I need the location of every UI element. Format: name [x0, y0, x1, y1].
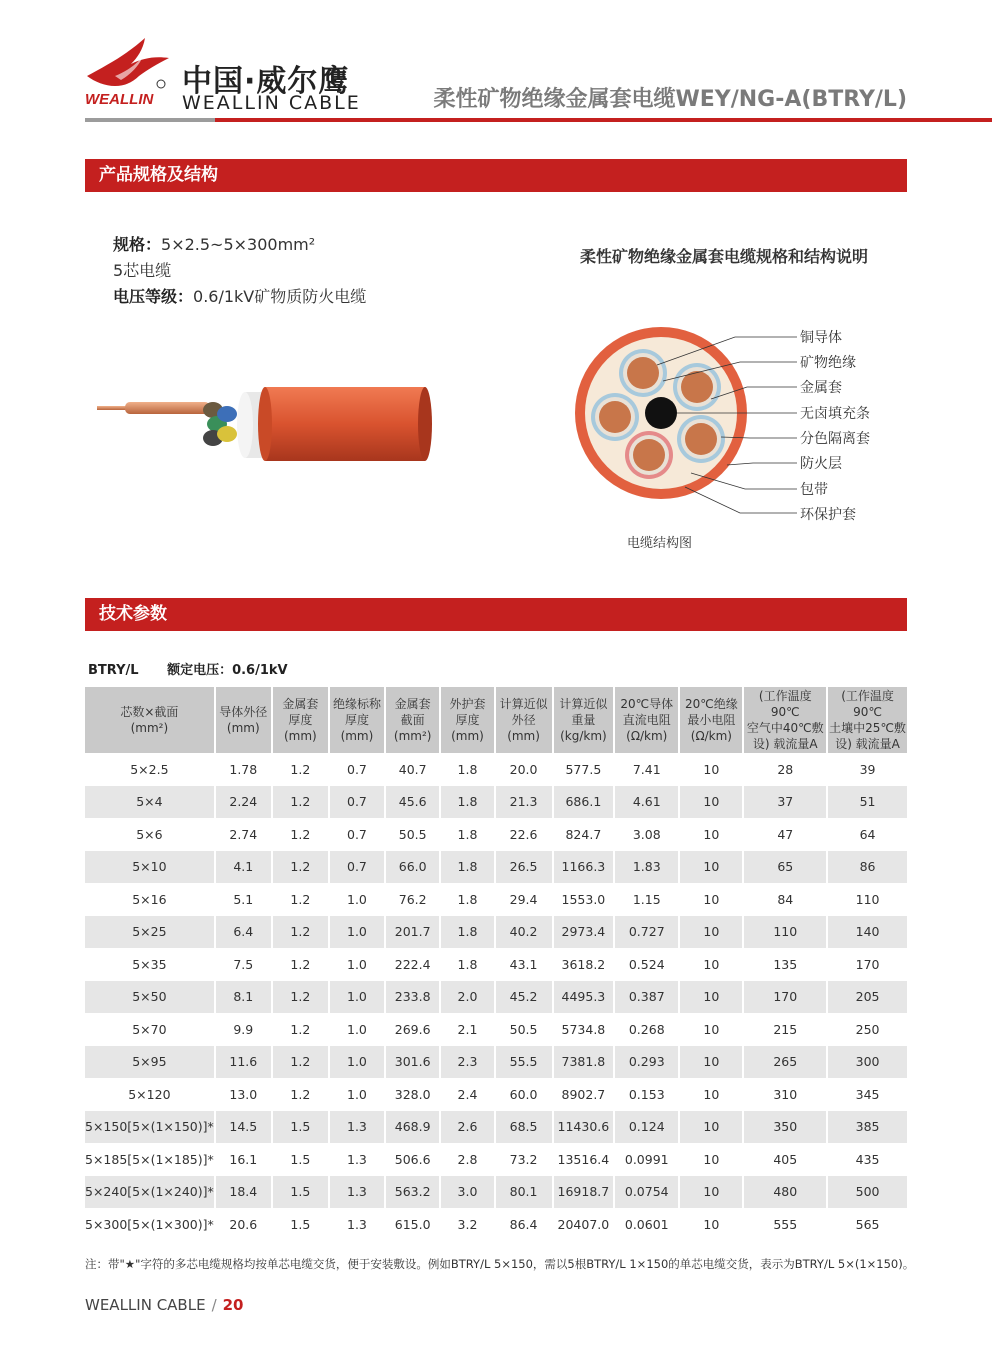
table-cell: 55.5	[495, 1046, 553, 1079]
table-cell: 5×50	[85, 981, 215, 1014]
table-cell: 5×35	[85, 948, 215, 981]
table-cell: 0.7	[329, 786, 385, 819]
table-cell: 824.7	[553, 818, 615, 851]
table-cell: 1.8	[440, 916, 494, 949]
table-cell: 250	[827, 1013, 907, 1046]
table-cell: 37	[743, 786, 827, 819]
table-footnote: 注：带"★"字符的多芯电缆规格均按单芯电缆交货，便于安装敷设。例如BTRY/L 5×150，需以5根BTRY/L 1×150的单芯电缆交货，表示为BTRY/L 5×(1×150)。	[85, 1257, 915, 1271]
table-cell: 300	[827, 1046, 907, 1079]
table-cell: 1.0	[329, 1046, 385, 1079]
column-header-line: 直流电阻	[622, 713, 671, 727]
conductor-core	[619, 349, 667, 397]
footer-brand: WEALLIN CABLE	[85, 1296, 206, 1314]
table-cell: 170	[827, 948, 907, 981]
column-header-line: 截面	[400, 713, 425, 727]
table-cell: 3618.2	[553, 948, 615, 981]
table-cell: 1.8	[440, 786, 494, 819]
table-cell: 18.4	[215, 1176, 272, 1209]
table-cell: 0.7	[329, 818, 385, 851]
column-header-line: (mm²)	[393, 729, 432, 743]
table-cell: 0.293	[614, 1046, 679, 1079]
table-row	[85, 1143, 907, 1176]
voltage-label: 电压等级：	[113, 287, 194, 306]
table-cell: 5×25	[85, 916, 215, 949]
table-row	[85, 1078, 907, 1111]
table-cell: 76.2	[385, 883, 440, 916]
table-cell: 435	[827, 1143, 907, 1176]
table-cell: 10	[679, 753, 743, 786]
table-cell: 1.8	[440, 753, 494, 786]
table-cell: 2.8	[440, 1143, 494, 1176]
spec-line	[113, 232, 366, 258]
column-header-line: 绝缘标称	[332, 697, 381, 711]
table-cell: 135	[743, 948, 827, 981]
table-cell: 577.5	[553, 753, 615, 786]
table-cell: 1.2	[272, 1013, 329, 1046]
table-cell: 7.41	[614, 753, 679, 786]
table-cell: 1.2	[272, 1078, 329, 1111]
page-header	[85, 30, 992, 125]
column-header-line: 厚度	[455, 713, 480, 727]
table-cell: 5×10	[85, 851, 215, 884]
table-cell: 480	[743, 1176, 827, 1209]
column-header-line: (kg/km)	[560, 729, 607, 743]
table-cell: 1.5	[272, 1143, 329, 1176]
column-header	[272, 687, 329, 753]
table-cell: 0.387	[614, 981, 679, 1014]
header-divider-red	[215, 118, 992, 122]
table-cell: 28	[743, 753, 827, 786]
table-cell: 80.1	[495, 1176, 553, 1209]
table-cell: 40.7	[385, 753, 440, 786]
table-cell: 1553.0	[553, 883, 615, 916]
table-cell: 2.4	[440, 1078, 494, 1111]
table-cell: 11.6	[215, 1046, 272, 1079]
table-cell: 5×300[5×(1×300)]*	[85, 1208, 215, 1241]
table-body	[85, 753, 907, 1241]
table-cell: 86	[827, 851, 907, 884]
table-cell: 60.0	[495, 1078, 553, 1111]
spec-block	[113, 232, 366, 310]
table-row	[85, 1111, 907, 1144]
column-header-line: (mm)	[283, 729, 317, 743]
column-header-line: 设) 载流量A	[752, 737, 818, 751]
core-count: 5芯电缆	[113, 261, 172, 280]
table-cell: 170	[743, 981, 827, 1014]
table-cell: 1.3	[329, 1176, 385, 1209]
table-cell: 3.08	[614, 818, 679, 851]
table-cell: 14.5	[215, 1111, 272, 1144]
table-cell: 43.1	[495, 948, 553, 981]
table-row	[85, 948, 907, 981]
conductor-core	[591, 393, 639, 441]
table-cell: 506.6	[385, 1143, 440, 1176]
legend-copper-conductor: 铜导体	[800, 330, 842, 346]
table-row	[85, 1176, 907, 1209]
table-cell: 3.2	[440, 1208, 494, 1241]
column-header-line: 外护套	[449, 697, 486, 711]
table-cell: 301.6	[385, 1046, 440, 1079]
column-header	[85, 687, 215, 753]
table-cell: 1.2	[272, 786, 329, 819]
table-cell: 5×240[5×(1×240)]*	[85, 1176, 215, 1209]
table-cell: 10	[679, 883, 743, 916]
column-header	[329, 687, 385, 753]
table-cell: 1.3	[329, 1208, 385, 1241]
table-cell: 47	[743, 818, 827, 851]
table-cell: 1.15	[614, 883, 679, 916]
column-header-line: 20℃绝缘	[685, 697, 738, 711]
legend-fire-layer: 防火层	[800, 456, 842, 472]
table-cell: 4495.3	[553, 981, 615, 1014]
table-cell: 10	[679, 851, 743, 884]
table-cell: 2973.4	[553, 916, 615, 949]
legend-color-separator: 分色隔离套	[800, 431, 870, 447]
table-cell: 86.4	[495, 1208, 553, 1241]
table-meta	[88, 659, 312, 678]
conductor-core	[677, 415, 725, 463]
column-header-line: 金属套	[394, 697, 431, 711]
table-cell: 140	[827, 916, 907, 949]
table-cell: 1.2	[272, 753, 329, 786]
table-cell: 1.2	[272, 916, 329, 949]
table-row	[85, 916, 907, 949]
table-cell: 8.1	[215, 981, 272, 1014]
table-cell: 0.0754	[614, 1176, 679, 1209]
table-row	[85, 753, 907, 786]
table-cell: 40.2	[495, 916, 553, 949]
table-cell: 5×120	[85, 1078, 215, 1111]
table-cell: 0.0991	[614, 1143, 679, 1176]
table-cell: 1.8	[440, 883, 494, 916]
table-cell: 1.2	[272, 948, 329, 981]
table-cell: 26.5	[495, 851, 553, 884]
table-cell: 5.1	[215, 883, 272, 916]
table-cell: 350	[743, 1111, 827, 1144]
table-cell: 1.0	[329, 981, 385, 1014]
table-cell: 1.8	[440, 851, 494, 884]
table-cell: 500	[827, 1176, 907, 1209]
table-cell: 233.8	[385, 981, 440, 1014]
table-cell: 10	[679, 916, 743, 949]
section-title-spec: 产品规格及结构	[85, 159, 907, 192]
table-cell: 5×4	[85, 786, 215, 819]
column-header-line: 计算近似	[559, 697, 608, 711]
model-code: BTRY/L	[88, 663, 139, 678]
table-cell: 50.5	[385, 818, 440, 851]
table-cell: 1.5	[272, 1208, 329, 1241]
table-cell: 5734.8	[553, 1013, 615, 1046]
table-cell: 1.8	[440, 818, 494, 851]
table-cell: 405	[743, 1143, 827, 1176]
legend-mineral-insulation: 矿物绝缘	[800, 355, 856, 371]
table-cell: 66.0	[385, 851, 440, 884]
table-cell: 215	[743, 1013, 827, 1046]
table-cell: 51	[827, 786, 907, 819]
column-header-line: 土壤中25℃敷	[829, 721, 906, 735]
table-cell: 5×2.5	[85, 753, 215, 786]
table-row	[85, 1208, 907, 1241]
table-cell: 5×185[5×(1×185)]*	[85, 1143, 215, 1176]
column-header	[440, 687, 494, 753]
structure-title: 柔性矿物绝缘金属套电缆规格和结构说明	[580, 247, 869, 266]
column-header	[495, 687, 553, 753]
table-cell: 1.3	[329, 1111, 385, 1144]
table-cell: 9.9	[215, 1013, 272, 1046]
conductor-core	[673, 363, 721, 411]
table-cell: 10	[679, 1046, 743, 1079]
table-cell: 201.7	[385, 916, 440, 949]
table-cell: 3.0	[440, 1176, 494, 1209]
column-header-line: 厚度	[344, 713, 369, 727]
table-cell: 45.2	[495, 981, 553, 1014]
table-cell: 1.5	[272, 1176, 329, 1209]
table-cell: 328.0	[385, 1078, 440, 1111]
table-cell: 65	[743, 851, 827, 884]
voltage-line	[113, 284, 366, 310]
table-cell: 68.5	[495, 1111, 553, 1144]
table-cell: 222.4	[385, 948, 440, 981]
table-cell: 50.5	[495, 1013, 553, 1046]
table-cell: 10	[679, 818, 743, 851]
table-cell: 1.0	[329, 948, 385, 981]
column-header	[614, 687, 679, 753]
table-row	[85, 851, 907, 884]
table-cell: 7381.8	[553, 1046, 615, 1079]
table-cell: 205	[827, 981, 907, 1014]
table-row	[85, 1013, 907, 1046]
table-cell: 22.6	[495, 818, 553, 851]
table-cell: 345	[827, 1078, 907, 1111]
table-cell: 20.0	[495, 753, 553, 786]
column-header-line: 设) 载流量A	[835, 737, 900, 751]
legend-wrapping-tape: 包带	[800, 482, 828, 498]
table-cell: 10	[679, 1176, 743, 1209]
table-cell: 1.0	[329, 1078, 385, 1111]
footer-separator: /	[211, 1296, 217, 1314]
table-cell: 1.0	[329, 883, 385, 916]
table-row	[85, 786, 907, 819]
table-cell: 20407.0	[553, 1208, 615, 1241]
table-cell: 1.83	[614, 851, 679, 884]
table-cell: 2.24	[215, 786, 272, 819]
table-cell: 1.2	[272, 883, 329, 916]
table-cell: 10	[679, 981, 743, 1014]
table-cell: 1166.3	[553, 851, 615, 884]
column-header-line: 厚度	[288, 713, 313, 727]
logo-wordmark: WEALLIN	[85, 91, 154, 106]
table-cell: 2.0	[440, 981, 494, 1014]
table-cell: 1.78	[215, 753, 272, 786]
table-cell: 1.0	[329, 916, 385, 949]
rated-voltage: 额定电压：0.6/1kV	[167, 663, 288, 678]
table-cell: 45.6	[385, 786, 440, 819]
column-header-line: 导体外径	[219, 705, 268, 719]
table-cell: 1.2	[272, 1046, 329, 1079]
table-cell: 5×16	[85, 883, 215, 916]
table-cell: 310	[743, 1078, 827, 1111]
table-cell: 73.2	[495, 1143, 553, 1176]
column-header-line: (mm)	[226, 721, 260, 735]
table-cell: 10	[679, 1111, 743, 1144]
legend-outer-jacket: 环保护套	[800, 507, 856, 523]
table-cell: 10	[679, 1143, 743, 1176]
parameter-table	[85, 687, 907, 1241]
header-divider-gray	[85, 118, 215, 122]
table-row	[85, 818, 907, 851]
conductor-core	[625, 431, 673, 479]
column-header	[215, 687, 272, 753]
eagle-logo-icon	[85, 36, 173, 106]
column-header-line: 重量	[571, 713, 596, 727]
table-cell: 16918.7	[553, 1176, 615, 1209]
table-cell: 5×70	[85, 1013, 215, 1046]
table-cell: 29.4	[495, 883, 553, 916]
legend-halogen-free-filler: 无卤填充条	[800, 406, 870, 422]
table-cell: 615.0	[385, 1208, 440, 1241]
table-cell: 1.2	[272, 818, 329, 851]
page-title: 柔性矿物绝缘金属套电缆WEY/NG-A(BTRY/L)	[433, 87, 907, 112]
column-header-line: (mm)	[451, 729, 484, 743]
column-header-line: (工作温度90℃	[758, 689, 812, 719]
table-cell: 2.6	[440, 1111, 494, 1144]
table-cell: 10	[679, 1078, 743, 1111]
table-cell: 563.2	[385, 1176, 440, 1209]
table-cell: 10	[679, 1208, 743, 1241]
column-header-line: 空气中40℃敷	[746, 721, 824, 735]
column-header	[679, 687, 743, 753]
table-cell: 265	[743, 1046, 827, 1079]
table-cell: 21.3	[495, 786, 553, 819]
column-header-line: 20℃导体	[620, 697, 674, 711]
table-cell: 555	[743, 1208, 827, 1241]
column-header-line: 外径	[511, 713, 536, 727]
column-header-line: (mm²)	[130, 721, 169, 735]
page-footer	[85, 1296, 244, 1314]
table-header-row	[85, 687, 907, 753]
table-cell: 20.6	[215, 1208, 272, 1241]
table-cell: 2.3	[440, 1046, 494, 1079]
column-header	[827, 687, 907, 753]
voltage-value: 0.6/1kV矿物质防火电缆	[193, 287, 367, 306]
table-cell: 10	[679, 948, 743, 981]
table-cell: 0.268	[614, 1013, 679, 1046]
brand-name-cn: 中国·威尔鹰	[182, 64, 350, 99]
table-cell: 0.153	[614, 1078, 679, 1111]
column-header	[385, 687, 440, 753]
table-cell: 0.7	[329, 851, 385, 884]
table-cell: 16.1	[215, 1143, 272, 1176]
column-header	[743, 687, 827, 753]
table-cell: 5×6	[85, 818, 215, 851]
table-row	[85, 1046, 907, 1079]
table-cell: 1.3	[329, 1143, 385, 1176]
column-header-line: 金属套	[282, 697, 319, 711]
table-cell: 110	[827, 883, 907, 916]
legend-metal-sheath: 金属套	[800, 380, 842, 396]
table-cell: 64	[827, 818, 907, 851]
table-cell: 2.1	[440, 1013, 494, 1046]
table-cell: 1.2	[272, 851, 329, 884]
diagram-caption: 电缆结构图	[627, 536, 693, 551]
table-cell: 8902.7	[553, 1078, 615, 1111]
table-cell: 385	[827, 1111, 907, 1144]
table-cell: 0.727	[614, 916, 679, 949]
table-cell: 2.74	[215, 818, 272, 851]
table-cell: 5×95	[85, 1046, 215, 1079]
column-header-line: (工作温度90℃	[841, 689, 894, 719]
table-cell: 10	[679, 1013, 743, 1046]
table-cell: 1.5	[272, 1111, 329, 1144]
table-cell: 0.124	[614, 1111, 679, 1144]
table-cell: 686.1	[553, 786, 615, 819]
table-cell: 5×150[5×(1×150)]*	[85, 1111, 215, 1144]
column-header-line: 计算近似	[499, 697, 548, 711]
table-cell: 269.6	[385, 1013, 440, 1046]
table-cell: 13.0	[215, 1078, 272, 1111]
spec-label: 规格：	[113, 235, 162, 254]
column-header-line: (Ω/km)	[690, 729, 732, 743]
table-row	[85, 981, 907, 1014]
column-header-line: (mm)	[507, 729, 540, 743]
table-cell: 110	[743, 916, 827, 949]
column-header-line: 芯数×截面	[120, 705, 179, 719]
table-cell: 13516.4	[553, 1143, 615, 1176]
table-cell: 1.2	[272, 981, 329, 1014]
spec-value: 5×2.5~5×300mm²	[161, 235, 316, 254]
table-cell: 0.7	[329, 753, 385, 786]
table-cell: 468.9	[385, 1111, 440, 1144]
table-cell: 1.8	[440, 948, 494, 981]
section-title-params: 技术参数	[85, 598, 907, 631]
table-cell: 0.0601	[614, 1208, 679, 1241]
column-header-line: (Ω/km)	[626, 729, 668, 743]
table-cell: 565	[827, 1208, 907, 1241]
table-cell: 4.61	[614, 786, 679, 819]
table-cell: 4.1	[215, 851, 272, 884]
column-header	[553, 687, 615, 753]
filler-core	[645, 397, 677, 429]
table-cell: 0.524	[614, 948, 679, 981]
table-cell: 11430.6	[553, 1111, 615, 1144]
table-cell: 1.0	[329, 1013, 385, 1046]
page-number: 20	[222, 1296, 244, 1314]
table-cell: 10	[679, 786, 743, 819]
column-header-line: 最小电阻	[687, 713, 736, 727]
brand-name-en: WEALLIN CABLE	[182, 92, 361, 114]
table-cell: 6.4	[215, 916, 272, 949]
table-row	[85, 883, 907, 916]
cable-product-image	[95, 380, 435, 465]
table-cell: 39	[827, 753, 907, 786]
table-cell: 7.5	[215, 948, 272, 981]
table-cell: 84	[743, 883, 827, 916]
column-header-line: (mm)	[340, 729, 374, 743]
